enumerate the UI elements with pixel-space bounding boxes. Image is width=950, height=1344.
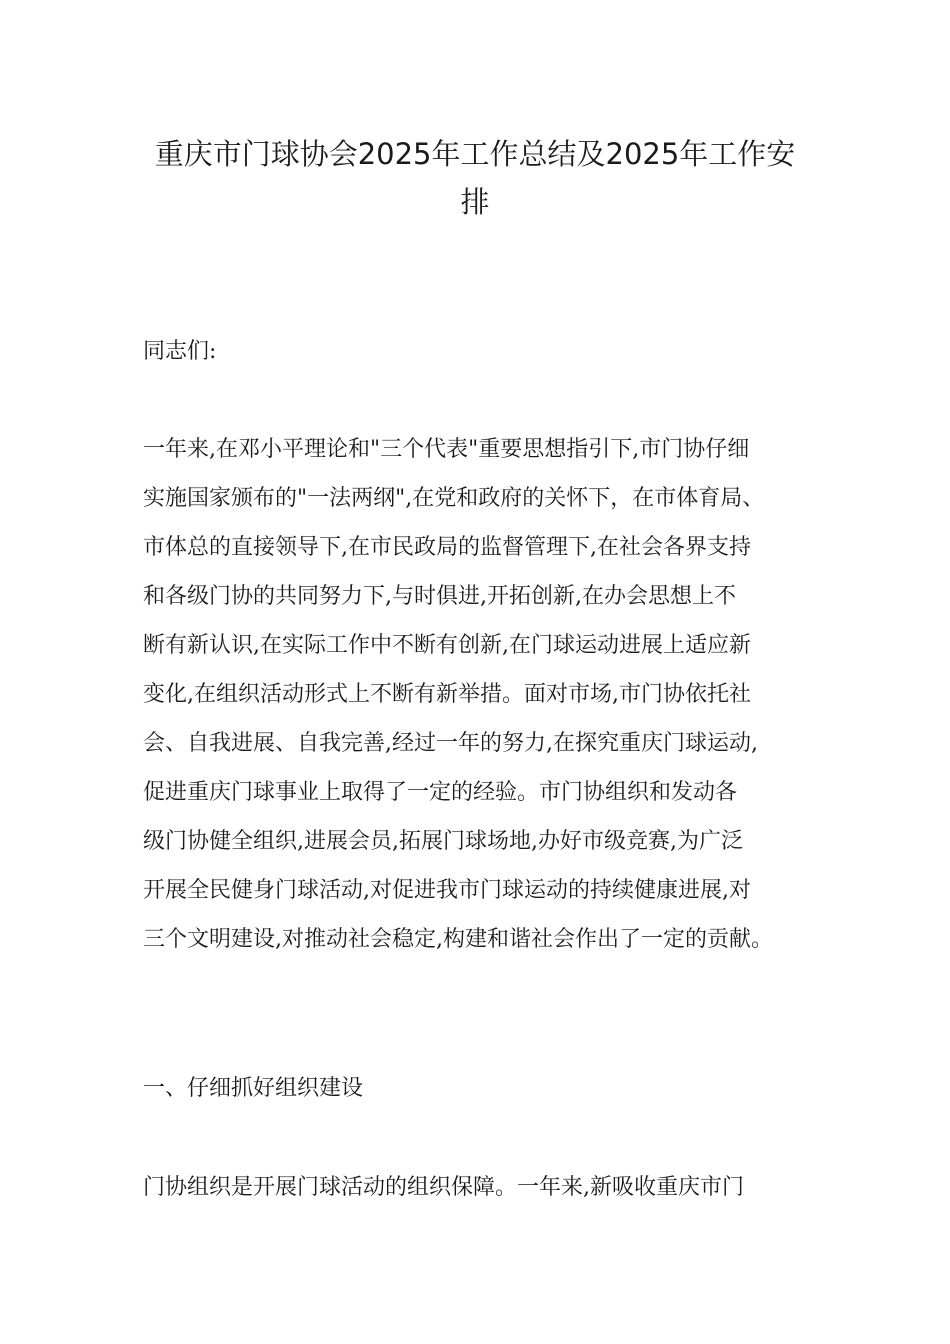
paragraph-2-line: 门协组织是开展门球活动的组织保障。一年来,新吸收重庆市门 (143, 1175, 744, 1200)
document-title-line-2: 排 (460, 185, 490, 219)
paragraph-1-line: 促进重庆门球事业上取得了一定的经验。市门协组织和发动各 (143, 780, 738, 805)
paragraph-1-line: 变化,在组织活动形式上不断有新举措。面对市场,市门协依托社 (143, 682, 751, 707)
paragraph-1-line: 一年来,在邓小平理论和"三个代表"重要思想指引下,市门协仔细 (143, 437, 750, 462)
paragraph-1-line: 级门协健全组织,进展会员,拓展门球场地,办好市级竞赛,为广泛 (143, 829, 743, 854)
paragraph-1-line: 三个文明建设,对推动社会稳定,构建和谐社会作出了一定的贡献。 (143, 927, 773, 952)
paragraph-1-line: 会、自我进展、自我完善,经过一年的努力,在探究重庆门球运动, (143, 731, 758, 756)
paragraph-1-line: 市体总的直接领导下,在市民政局的监督管理下,在社会各界支持 (143, 535, 751, 560)
section-1-heading: 一、仔细抓好组织建设 (143, 1076, 364, 1101)
paragraph-1-line: 实施国家颁布的"一法两纲",在党和政府的关怀下，在市体育局、 (143, 486, 765, 511)
document-title-line-1: 重庆市门球协会2025年工作总结及2025年工作安 (154, 137, 796, 171)
paragraph-1-line: 开展全民健身门球活动,对促进我市门球运动的持续健康进展,对 (143, 878, 751, 903)
paragraph-1-line: 断有新认识,在实际工作中不断有创新,在门球运动进展上适应新 (143, 633, 751, 658)
salutation: 同志们: (143, 339, 217, 364)
paragraph-1-line: 和各级门协的共同努力下,与时俱进,开拓创新,在办会思想上不 (143, 584, 736, 609)
